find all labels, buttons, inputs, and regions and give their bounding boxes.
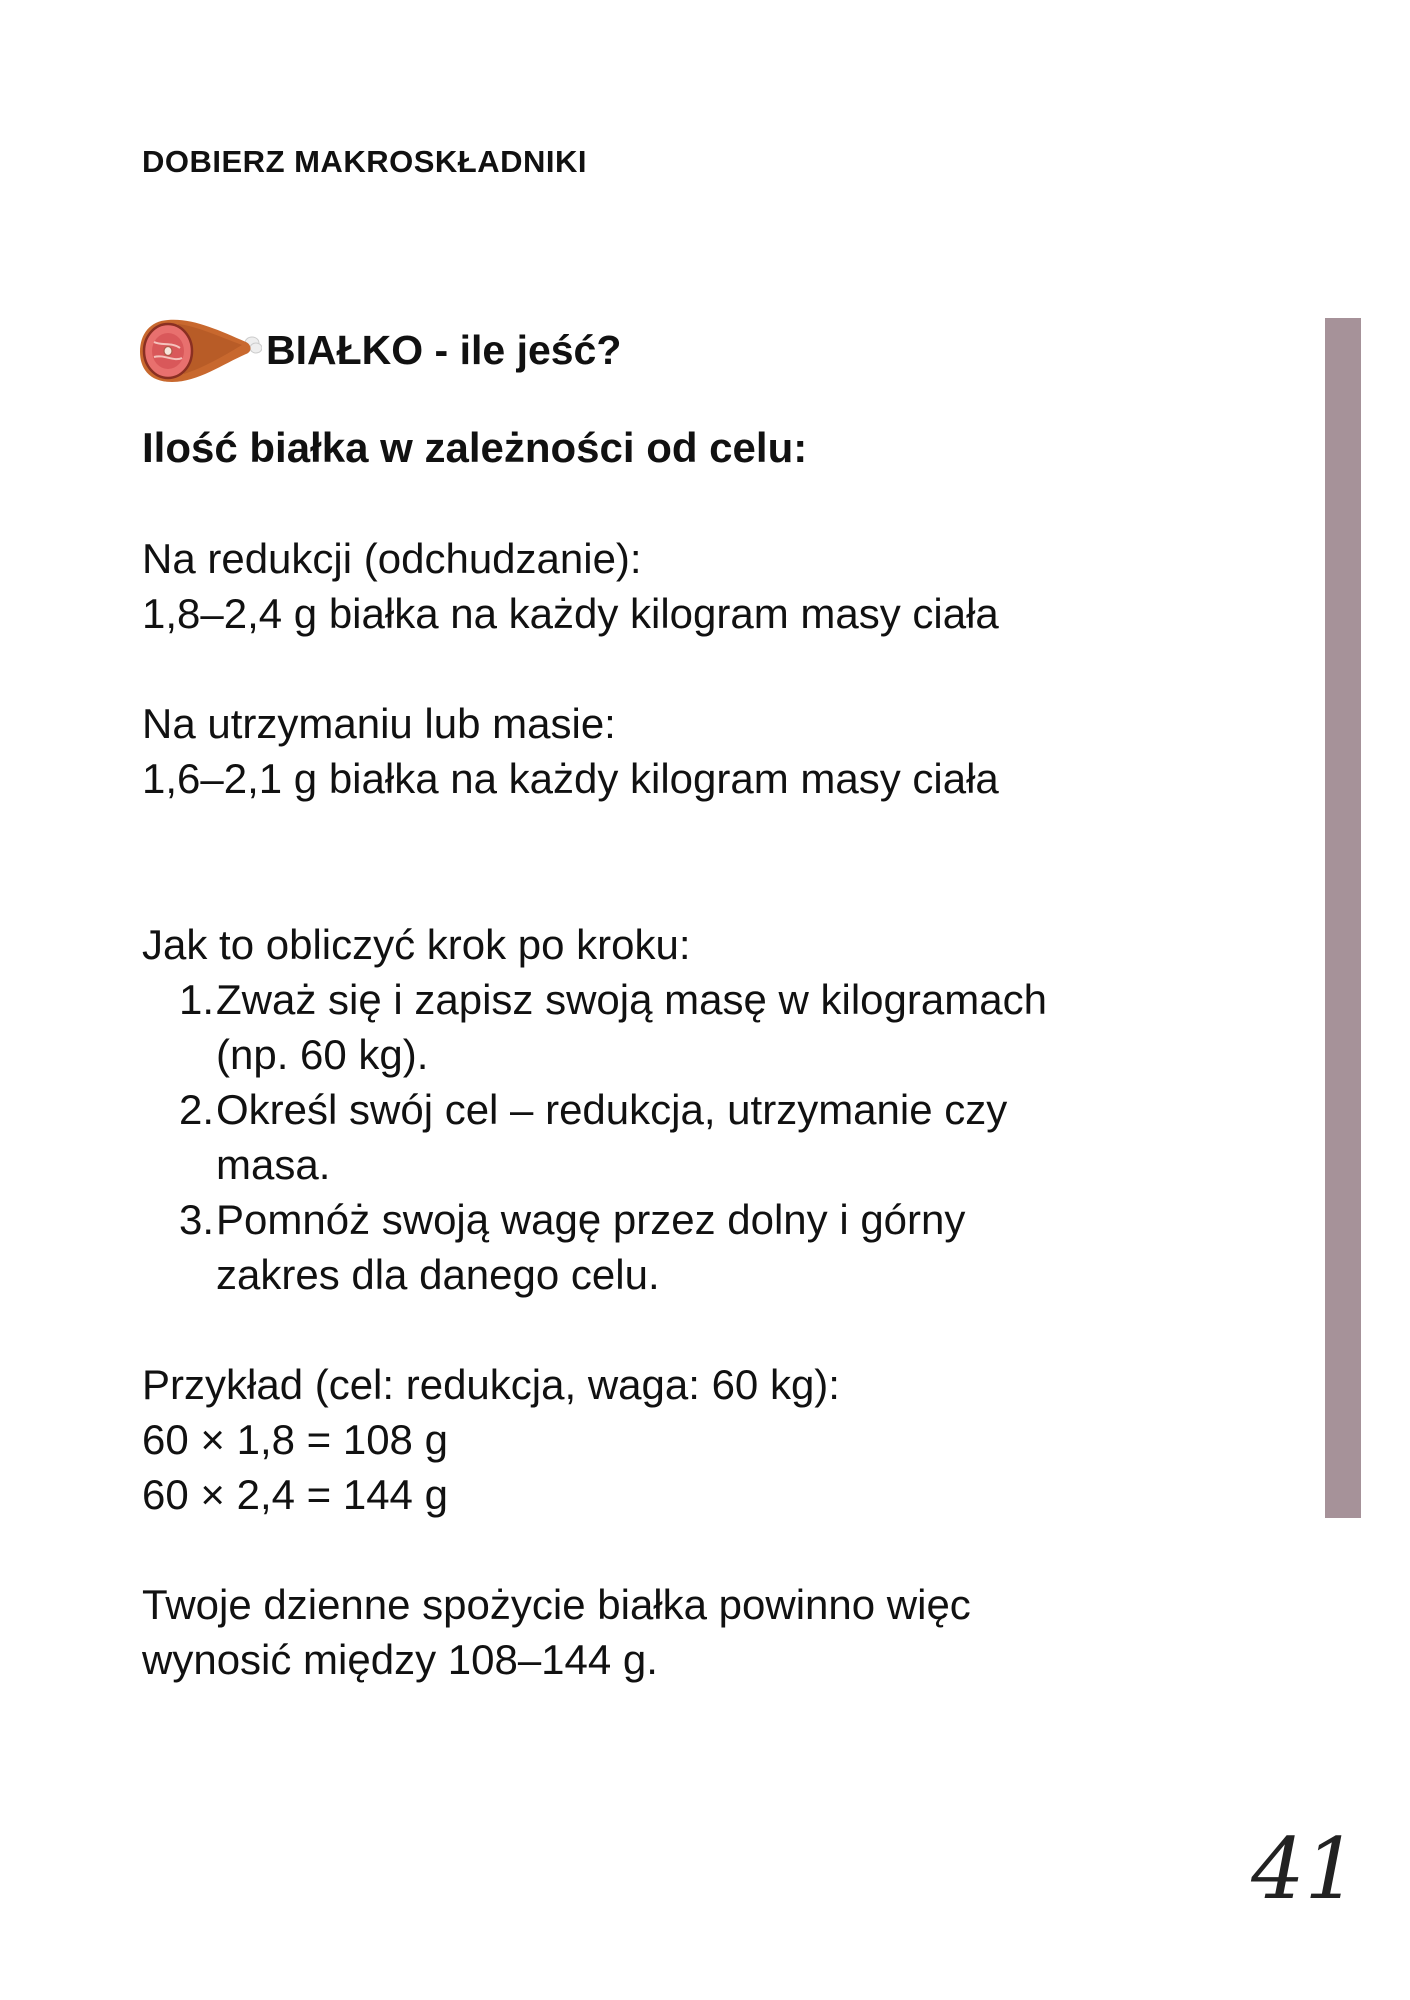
page-number: 41 (1251, 1820, 1358, 1918)
step-text-line: zakres dla danego celu. (216, 1251, 660, 1298)
example-title: Przykład (cel: redukcja, waga: 60 kg): (142, 1361, 840, 1408)
decorative-side-bar (1325, 318, 1361, 1518)
section-label: DOBIERZ MAKROSKŁADNIKI (142, 144, 587, 179)
goal-value: 1,6–2,1 g białka na każdy kilogram masy ciała (142, 755, 999, 802)
heading-title: BIAŁKO - ile jeść? (266, 326, 622, 373)
step-text-line: (np. 60 kg). (216, 1031, 429, 1078)
example-section (142, 1357, 840, 1522)
goal-maintenance (142, 696, 999, 806)
subheading: Ilość białka w zależności od celu: (142, 424, 808, 471)
step-item (142, 1192, 1047, 1302)
step-number: 3. (178, 1196, 214, 1243)
step-number: 2. (178, 1086, 214, 1133)
step-text-line: Określ swój cel – redukcja, utrzymanie czy (216, 1086, 1008, 1133)
steps-intro: Jak to obliczyć krok po kroku: (142, 921, 691, 968)
ham-icon (138, 312, 262, 388)
steps-list (142, 972, 1047, 1302)
step-text-line: Zważ się i zapisz swoją masę w kilogramach (216, 976, 1047, 1023)
conclusion-line: wynosić między 108–144 g. (142, 1636, 658, 1683)
goal-label: Na utrzymaniu lub masie: (142, 700, 616, 747)
step-number: 1. (178, 976, 214, 1023)
example-line: 60 × 1,8 = 108 g (142, 1416, 448, 1463)
goal-value: 1,8–2,4 g białka na każdy kilogram masy ciała (142, 590, 999, 637)
step-text-line: Pomnóż swoją wagę przez dolny i górny (216, 1196, 966, 1243)
example-line: 60 × 2,4 = 144 g (142, 1471, 448, 1518)
conclusion (142, 1577, 971, 1687)
goal-reduction (142, 531, 999, 641)
step-item (142, 1082, 1047, 1192)
step-item (142, 972, 1047, 1082)
section-heading (138, 312, 621, 388)
conclusion-line: Twoje dzienne spożycie białka powinno więc (142, 1581, 971, 1628)
step-text-line: masa. (216, 1141, 331, 1188)
goal-label: Na redukcji (odchudzanie): (142, 535, 642, 582)
steps-section (142, 917, 1047, 1302)
